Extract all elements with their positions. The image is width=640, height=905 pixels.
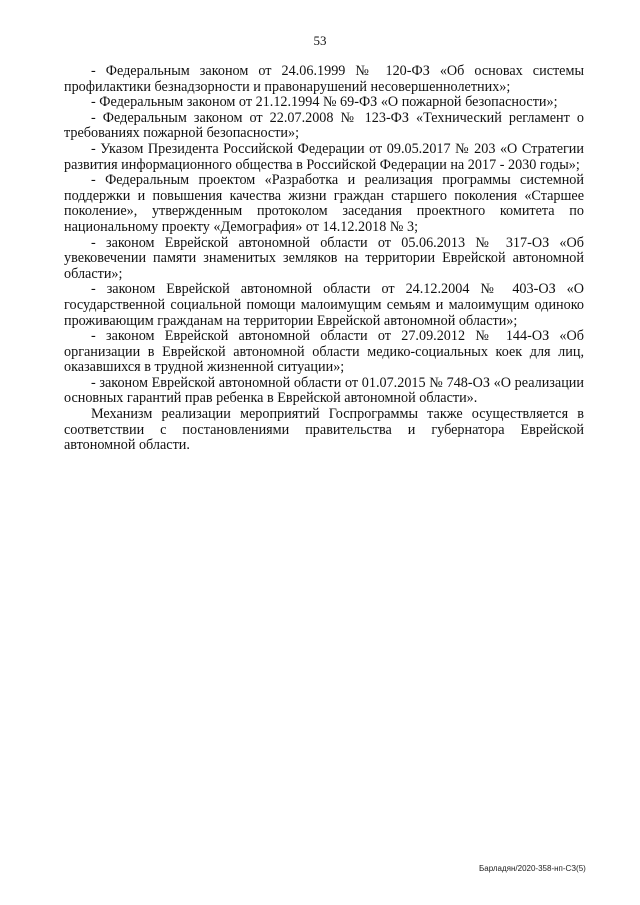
page-number: 53 <box>313 33 327 48</box>
paragraph-law-317-oz: - законом Еврейской автономной области от 05.06.2013 № 317-ОЗ «Об увековечении памяти знаменитых земляков на территории Еврейской автономной области»; <box>64 234 584 282</box>
paragraph-law-144-oz: - законом Еврейской автономной области от 27.09.2012 № 144-ОЗ «Об организации в Еврейской автономной области медико-социальных коек для лиц, оказавшихся в трудной жизненной ситуации»; <box>64 328 584 376</box>
paragraph-decree-203: - Указом Президента Российской Федерации от 09.05.2017 № 203 «О Стратегии развития информационного общества в Российской Федерации на 2017 - 2030 годы»; <box>64 140 584 173</box>
paragraph-mechanism: Механизм реализации мероприятий Госпрограммы также осуществляется в соответствии с постановлениями правительства и губернатора Еврейской автономной области. <box>64 406 584 454</box>
document-body <box>64 64 584 454</box>
paragraph-law-69-fz: - Федеральным законом от 21.12.1994 № 69-ФЗ «О пожарной безопасности»; <box>91 94 558 111</box>
paragraph-law-123-fz: - Федеральным законом от 22.07.2008 № 123-ФЗ «Технический регламент о требованиях пожарной безопасности»; <box>64 109 584 142</box>
paragraph-federal-project: - Федеральным проектом «Разработка и реализация программы системной поддержки и повышения качества жизни граждан старшего поколения «Старшее поколение», утвержденным протоколом заседания проектного комитета по национальному проекту «Демография» от 14.12.2018 № 3; <box>64 172 584 235</box>
footer-document-code: Барладян/2020-358-нп-СЗ(5) <box>479 864 586 873</box>
paragraph-law-403-oz: - законом Еврейской автономной области от 24.12.2004 № 403-ОЗ «О государственной социальной помощи малоимущим семьям и малоимущим одиноко проживающим гражданам на территории Еврейской автономной области»; <box>64 281 584 329</box>
paragraph-law-748-oz: - законом Еврейской автономной области от 01.07.2015 № 748-ОЗ «О реализации основных гарантий прав ребенка в Еврейской автономной области». <box>64 374 584 407</box>
paragraph-law-120-fz: - Федеральным законом от 24.06.1999 № 120-ФЗ «Об основах системы профилактики безнадзорности и правонарушений несовершеннолетних»; <box>64 63 584 95</box>
